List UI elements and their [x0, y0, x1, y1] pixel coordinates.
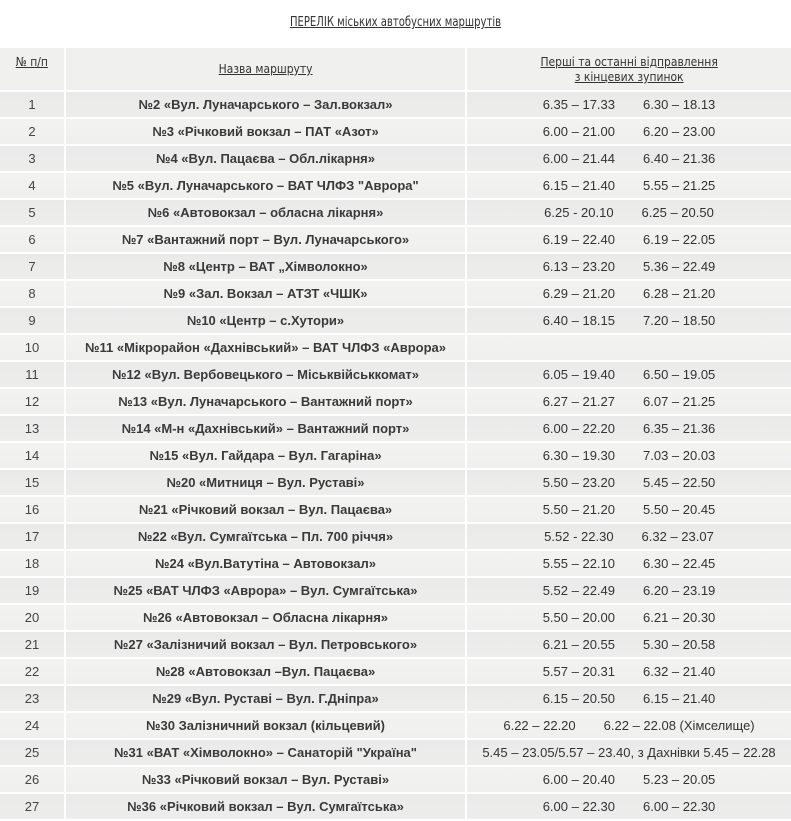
- table-row: [0, 173, 791, 200]
- departure-time-first-stop: 6.19 – 22.40: [542, 232, 615, 247]
- routes-table: [0, 48, 791, 821]
- route-index: 22: [0, 659, 66, 686]
- route-index: 3: [0, 146, 66, 173]
- departure-time-first-stop: 5.52 - 22.30: [544, 529, 614, 544]
- departure-time-first-stop: 6.05 – 19.40: [542, 367, 615, 382]
- departure-time-first-stop: 5.52 – 22.49: [542, 583, 615, 598]
- table-row: [0, 794, 791, 821]
- table-row: [0, 605, 791, 632]
- departure-time-second-stop: 7.03 – 20.03: [643, 448, 716, 463]
- route-name: №26 «Автовокзал – Обласна лікарня»: [66, 605, 467, 632]
- route-times: [467, 92, 791, 119]
- departure-time-first-stop: 6.27 – 21.27: [542, 394, 615, 409]
- departure-time-second-stop: 5.50 – 20.45: [643, 502, 716, 517]
- header-route-name-label: Назва маршруту: [218, 61, 313, 76]
- departure-time-first-stop: 6.29 – 21.20: [542, 286, 615, 301]
- route-name: №20 «Митниця – Вул. Руставі»: [66, 470, 467, 497]
- route-index: 11: [0, 362, 66, 389]
- header-departures-line2: з кінцевих зупинок: [574, 69, 684, 84]
- table-row: [0, 335, 791, 362]
- route-index: 20: [0, 605, 66, 632]
- table-row: [0, 227, 791, 254]
- route-times: [467, 335, 791, 362]
- departure-time-first-stop: 6.15 – 20.50: [542, 691, 615, 706]
- route-index: 18: [0, 551, 66, 578]
- table-row: [0, 146, 791, 173]
- route-times: [467, 632, 791, 659]
- route-name: №13 «Вул. Луначарського – Вантажний порт»: [66, 389, 467, 416]
- departure-time-second-stop: 6.22 – 22.08 (Хімселище): [603, 718, 755, 733]
- title-area: [0, 0, 791, 48]
- route-times: [467, 470, 791, 497]
- departure-time-first-stop: 5.45 – 23.05/5.57 – 23.40, з Дахнівки 5.45 – 22.28: [482, 745, 776, 760]
- table-row: [0, 578, 791, 605]
- route-times: [467, 686, 791, 713]
- route-times: [467, 389, 791, 416]
- route-name: №36 «Річковий вокзал – Вул. Сумгаїтська»: [66, 794, 467, 821]
- route-name: №12 «Вул. Вербовецького – Міськвійськкомат»: [66, 362, 467, 389]
- table-body: [0, 92, 791, 821]
- departure-time-second-stop: 6.15 – 21.40: [643, 691, 716, 706]
- departure-time-second-stop: 5.23 – 20.05: [643, 772, 716, 787]
- departure-time-second-stop: 6.28 – 21.20: [643, 286, 716, 301]
- table-row: [0, 389, 791, 416]
- table-row: [0, 686, 791, 713]
- departure-time-first-stop: 6.00 – 21.44: [542, 151, 615, 166]
- departure-time-first-stop: 6.00 – 22.20: [542, 421, 615, 436]
- route-index: 9: [0, 308, 66, 335]
- route-times: [467, 605, 791, 632]
- route-name: №25 «ВАТ ЧЛФЗ «Аврора» – Вул. Сумгаїтська»: [66, 578, 467, 605]
- route-index: 17: [0, 524, 66, 551]
- departure-time-second-stop: 6.07 – 21.25: [643, 394, 716, 409]
- table-row: [0, 416, 791, 443]
- route-times: [467, 173, 791, 200]
- departure-time-first-stop: 6.22 – 22.20: [503, 718, 576, 733]
- departure-time-first-stop: 5.50 – 20.00: [542, 610, 615, 625]
- header-departures-label: [540, 48, 717, 84]
- route-name: №30 Залізничний вокзал (кільцевий): [66, 713, 467, 740]
- route-index: 7: [0, 254, 66, 281]
- page-title: ПЕРЕЛІК міських автобусних маршрутів: [289, 15, 502, 30]
- route-index: 6: [0, 227, 66, 254]
- route-times: [467, 254, 791, 281]
- departure-time-second-stop: 6.35 – 21.36: [643, 421, 716, 436]
- route-name: №6 «Автовокзал – обласна лікарня»: [66, 200, 467, 227]
- route-name: №7 «Вантажний порт – Вул. Луначарського»: [66, 227, 467, 254]
- table-row: [0, 740, 791, 767]
- route-times: [467, 308, 791, 335]
- header-number: [0, 48, 66, 92]
- route-index: 2: [0, 119, 66, 146]
- departure-time-second-stop: 5.55 – 21.25: [643, 178, 716, 193]
- route-name: №31 «ВАТ «Хімволокно» – Санаторій "Україна": [66, 740, 467, 767]
- route-index: 13: [0, 416, 66, 443]
- table-row: [0, 281, 791, 308]
- route-times: [467, 740, 791, 767]
- table-row: [0, 713, 791, 740]
- table-row: [0, 308, 791, 335]
- route-name: №11 «Мікрорайон «Дахнівський» – ВАТ ЧЛФЗ «Аврора»: [66, 335, 467, 362]
- departure-time-first-stop: 5.50 – 23.20: [542, 475, 615, 490]
- table-row: [0, 524, 791, 551]
- table-row: [0, 551, 791, 578]
- departure-time-second-stop: 6.30 – 18.13: [643, 97, 716, 112]
- route-times: [467, 713, 791, 740]
- table-row: [0, 767, 791, 794]
- departure-time-second-stop: 6.40 – 21.36: [643, 151, 716, 166]
- route-index: 24: [0, 713, 66, 740]
- route-times: [467, 497, 791, 524]
- route-name: №2 «Вул. Луначарського – Зал.вокзал»: [66, 92, 467, 119]
- route-name: №29 «Вул. Руставі – Вул. Г.Дніпра»: [66, 686, 467, 713]
- route-name: №33 «Річковий вокзал – Вул. Руставі»: [66, 767, 467, 794]
- route-index: 10: [0, 335, 66, 362]
- departure-time-second-stop: 7.20 – 18.50: [643, 313, 716, 328]
- route-times: [467, 416, 791, 443]
- departure-time-second-stop: 6.20 – 23.00: [643, 124, 716, 139]
- table-row: [0, 443, 791, 470]
- table-row: [0, 362, 791, 389]
- route-times: [467, 551, 791, 578]
- route-name: №14 «М-н «Дахнівський» – Вантажний порт»: [66, 416, 467, 443]
- table-row: [0, 632, 791, 659]
- departure-time-second-stop: 5.30 – 20.58: [643, 637, 716, 652]
- route-times: [467, 794, 791, 821]
- departure-time-second-stop: 6.32 – 21.40: [643, 664, 716, 679]
- route-name: №27 «Залізничий вокзал – Вул. Петровського»: [66, 632, 467, 659]
- route-index: 14: [0, 443, 66, 470]
- departure-time-second-stop: 5.45 – 22.50: [643, 475, 716, 490]
- route-name: №28 «Автовокзал –Вул. Пацаєва»: [66, 659, 467, 686]
- departure-time-second-stop: 6.25 – 20.50: [641, 205, 714, 220]
- route-index: 27: [0, 794, 66, 821]
- route-name: №22 «Вул. Сумгаїтська – Пл. 700 річчя»: [66, 524, 467, 551]
- route-times: [467, 200, 791, 227]
- route-times: [467, 524, 791, 551]
- route-index: 26: [0, 767, 66, 794]
- route-index: 19: [0, 578, 66, 605]
- departure-time-first-stop: 5.57 – 20.31: [542, 664, 615, 679]
- departure-time-first-stop: 5.50 – 21.20: [542, 502, 615, 517]
- route-index: 8: [0, 281, 66, 308]
- route-times: [467, 227, 791, 254]
- table-row: [0, 659, 791, 686]
- route-times: [467, 281, 791, 308]
- route-index: 21: [0, 632, 66, 659]
- route-times: [467, 659, 791, 686]
- table-row: [0, 200, 791, 227]
- departure-time-second-stop: 6.21 – 20.30: [643, 610, 716, 625]
- header-departures-line1: Перші та останні відправлення: [540, 54, 718, 69]
- departure-time-first-stop: 6.00 – 22.30: [542, 799, 615, 814]
- table-row: [0, 470, 791, 497]
- departure-time-first-stop: 6.30 – 19.30: [542, 448, 615, 463]
- departure-time-first-stop: 6.40 – 18.15: [542, 313, 615, 328]
- route-times: [467, 362, 791, 389]
- route-times: [467, 578, 791, 605]
- departure-time-first-stop: 6.35 – 17.33: [542, 97, 615, 112]
- departure-time-second-stop: 6.50 – 19.05: [643, 367, 716, 382]
- route-times: [467, 119, 791, 146]
- header-route-name: [66, 48, 467, 92]
- table-row: [0, 92, 791, 119]
- route-name: №9 «Зал. Вокзал – АТЗТ «ЧШК»: [66, 281, 467, 308]
- departure-time-first-stop: 6.21 – 20.55: [542, 637, 615, 652]
- departure-time-first-stop: 6.13 – 23.20: [542, 259, 615, 274]
- route-index: 5: [0, 200, 66, 227]
- departure-time-second-stop: 6.20 – 23.19: [643, 583, 716, 598]
- departure-time-second-stop: 6.19 – 22.05: [643, 232, 716, 247]
- route-name: №21 «Річковий вокзал – Вул. Пацаєва»: [66, 497, 467, 524]
- departure-time-first-stop: 6.00 – 21.00: [542, 124, 615, 139]
- route-times: [467, 767, 791, 794]
- route-name: №10 «Центр – с.Хутори»: [66, 308, 467, 335]
- route-name: №4 «Вул. Пацаєва – Обл.лікарня»: [66, 146, 467, 173]
- route-index: 12: [0, 389, 66, 416]
- departure-time-first-stop: 6.25 - 20.10: [544, 205, 614, 220]
- header-number-label: № п/п: [15, 54, 49, 69]
- departure-time-first-stop: 6.15 – 21.40: [542, 178, 615, 193]
- route-name: №15 «Вул. Гайдара – Вул. Гагаріна»: [66, 443, 467, 470]
- route-name: №5 «Вул. Луначарського – ВАТ ЧЛФЗ "Аврора": [66, 173, 467, 200]
- departure-time-second-stop: 5.36 – 22.49: [643, 259, 716, 274]
- route-index: 4: [0, 173, 66, 200]
- departure-time-first-stop: 6.00 – 20.40: [542, 772, 615, 787]
- route-times: [467, 443, 791, 470]
- header-departures: [467, 48, 791, 92]
- departure-time-second-stop: 6.00 – 22.30: [643, 799, 716, 814]
- route-index: 16: [0, 497, 66, 524]
- route-index: 23: [0, 686, 66, 713]
- route-name: №24 «Вул.Ватутіна – Автовокзал»: [66, 551, 467, 578]
- departure-time-first-stop: 5.55 – 22.10: [542, 556, 615, 571]
- table-row: [0, 254, 791, 281]
- route-index: 1: [0, 92, 66, 119]
- route-name: №8 «Центр – ВАТ „Хімволокно»: [66, 254, 467, 281]
- departure-time-second-stop: 6.32 – 23.07: [641, 529, 714, 544]
- route-index: 15: [0, 470, 66, 497]
- route-times: [467, 146, 791, 173]
- departure-time-second-stop: 6.30 – 22.45: [643, 556, 716, 571]
- route-name: №3 «Річковий вокзал – ПАТ «Азот»: [66, 119, 467, 146]
- table-row: [0, 119, 791, 146]
- route-index: 25: [0, 740, 66, 767]
- table-header-row: [0, 48, 791, 92]
- table-row: [0, 497, 791, 524]
